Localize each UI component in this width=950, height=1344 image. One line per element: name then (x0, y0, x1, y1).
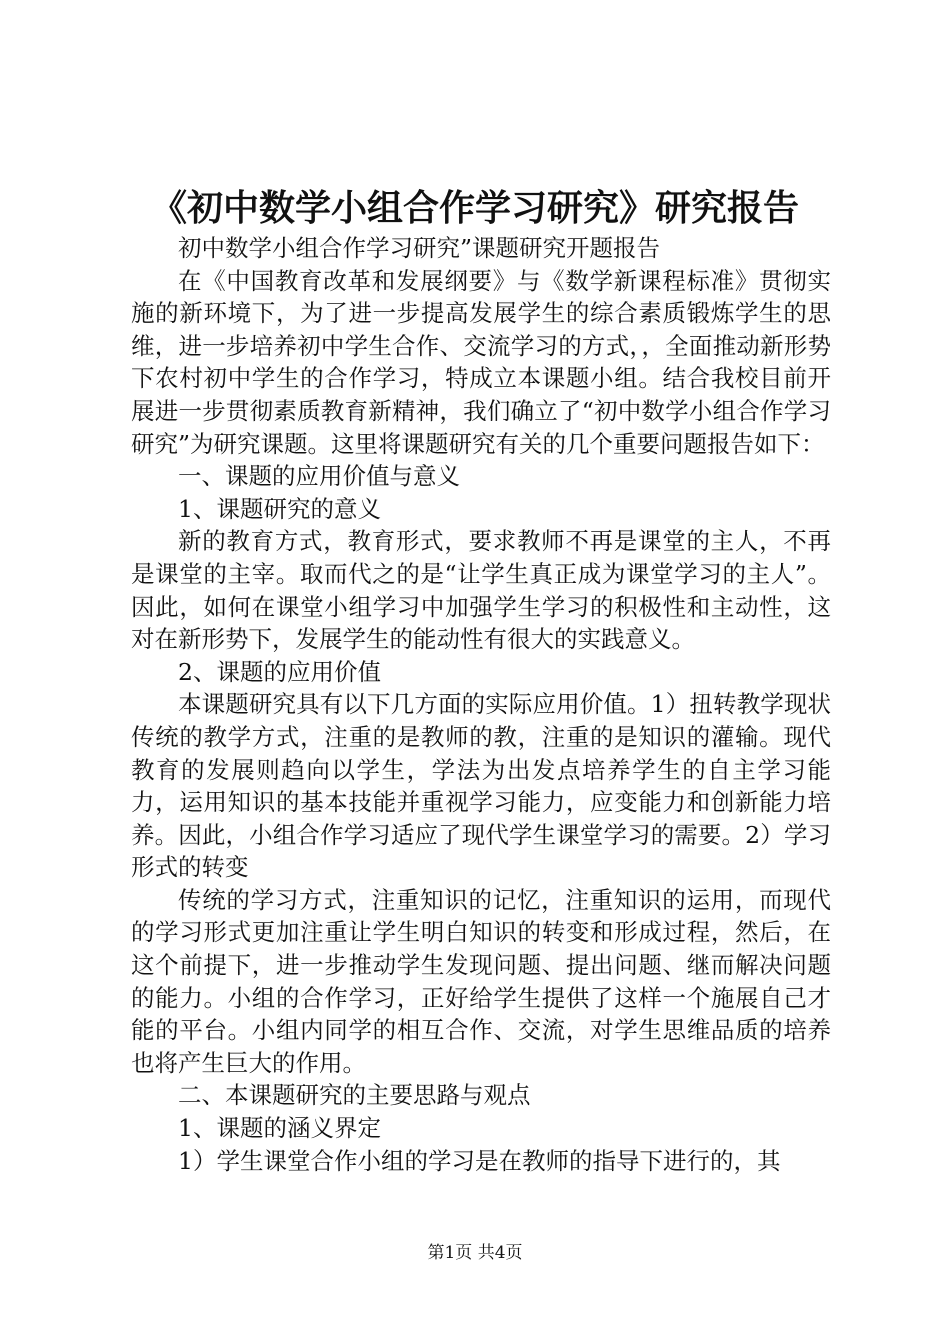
paragraph-subtitle: 初中数学小组合作学习研究”课题研究开题报告 (178, 234, 661, 262)
paragraph-application-value: 本课题研究具有以下几方面的实际应用价值。1）扭转教学现状传统的教学方式，注重的是教师的教，注重的是知识的灌输。现代教育的发展则趋向以学生，学法为出发点培养学生的自主学习能力，运用知识的基本技能并重视学习能力，应变能力和创新能力培养。因此，小组合作学习适应了现代学生课堂学习的需要。2）学习形式的转变 (131, 690, 831, 882)
paragraph-learning-form: 传统的学习方式，注重知识的记忆，注重知识的运用，而现代的学习形式更加注重让学生明白知识的转变和形成过程，然后，在这个前提下，进一步推动学生发现问题、提出问题、继而解决问题的能力。小组的合作学习，正好给学生提供了这样一个施展自己才能的平台。小组内同学的相互合作、交流，对学生思维品质的培养也将产生巨大的作用。 (131, 885, 831, 1077)
paragraph-significance: 新的教育方式，教育形式，要求教师不再是课堂的主人，不再是课堂的主宰。取而代之的是“让学生真正成为课堂学习的主人”。因此，如何在课堂小组学习中加强学生学习的积极性和主动性，这对在新形势下，发展学生的能动性有很大的实践意义。 (131, 527, 831, 654)
subsection-heading-2-1: 1、课题的涵义界定 (178, 1114, 381, 1143)
paragraph-definition: 1）学生课堂合作小组的学习是在教师的指导下进行的，其 (178, 1146, 781, 1175)
subsection-heading-1-1: 1、课题研究的意义 (178, 494, 381, 523)
document-title: 《初中数学小组合作学习研究》研究报告 (150, 187, 799, 229)
document-body (131, 232, 831, 1177)
section-heading-1: 一、课题的应用价值与意义 (178, 462, 460, 491)
section-heading-2: 二、本课题研究的主要思路与观点 (178, 1081, 531, 1110)
paragraph-intro: 在《中国教育改革和发展纲要》与《数学新课程标准》贯彻实施的新环境下，为了进一步提高发展学生的综合素质锻炼学生的思维，进一步培养初中学生合作、交流学习的方式，，全面推动新形势下农村初中学生的合作学习，特成立本课题小组。结合我校目前开展进一步贯彻素质教育新精神，我们确立了“初中数学小组合作学习研究”为研究课题。这里将课题研究有关的几个重要问题报告如下： (131, 266, 831, 458)
subsection-heading-1-2: 2、课题的应用价值 (178, 657, 381, 686)
page-footer: 第1页 共4页 (427, 1243, 523, 1263)
